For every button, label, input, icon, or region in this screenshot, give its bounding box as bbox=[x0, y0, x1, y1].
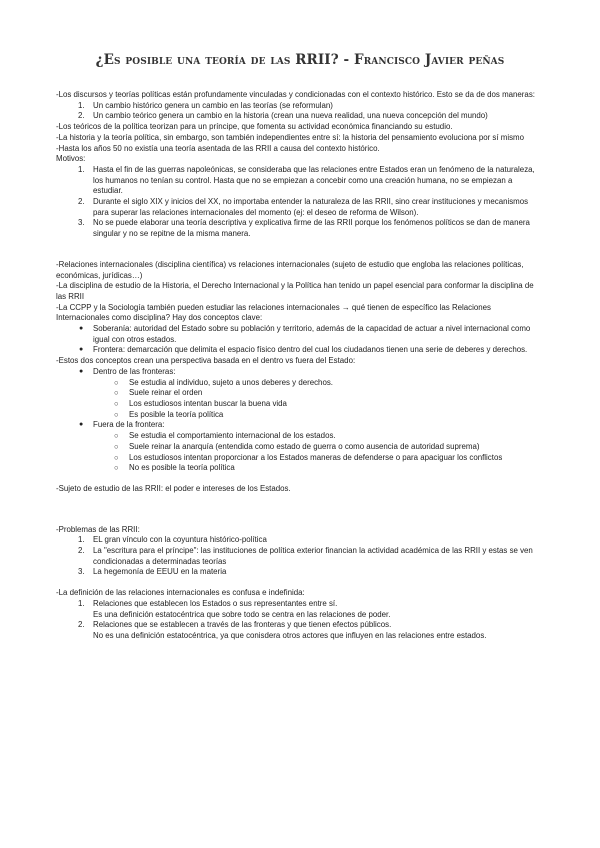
definicion-label: -La definición de las relaciones internacionales es confusa e indefinida: bbox=[56, 588, 305, 598]
list-item: ○ Suele reinar el orden bbox=[114, 388, 203, 398]
bullet-icon: ● bbox=[79, 325, 84, 333]
list-item: ○ No es posible la teoría política bbox=[114, 463, 235, 473]
paragraph-historia: -La historia y la teoría política, sin embargo, son también independientes entre sí: la historia del pensamiento evoluciona por sí mismo bbox=[56, 132, 524, 142]
list-item: 2. Durante el siglo XIX y inicios del XX, no importaba entender la naturaleza de las RRII, sino crear instituciones y mecanismos para superar las relaciones internacionales del momento (ej: el deseo de reforma de Wilson). bbox=[78, 197, 529, 217]
list-item: 2. La "escritura para el príncipe": las instituciones de política exterior financian la actividad académica de las RRII y estas se ven condicionadas a determinadas teorías bbox=[78, 546, 533, 566]
problemas-label: -Problemas de las RRII: bbox=[56, 524, 140, 534]
circle-bullet-icon: ○ bbox=[114, 388, 119, 398]
perspectiva-list bbox=[56, 367, 542, 474]
list-item: 2. Un cambio teórico genera un cambio en la historia (crean una nueva realidad, una nueva concepción del mundo) bbox=[78, 111, 488, 121]
paragraph-hasta: -Hasta los años 50 no existía una teoría asentada de las RRII a causa del contexto histórico. bbox=[56, 143, 380, 153]
paragraph-estos: -Estos dos conceptos crean una perspectiva basada en el dentro vs fuera del Estado: bbox=[56, 356, 356, 366]
circle-bullet-icon: ○ bbox=[114, 409, 119, 419]
paragraph-ccpp: -La CCPP y la Sociología también pueden estudiar las relaciones internacionales → qué tienen de específico las Relaciones Internacionales como disciplina? Hay dos conceptos clave: bbox=[56, 302, 491, 323]
bullet-icon: ● bbox=[79, 421, 84, 429]
list-item: 1. Relaciones que establecen los Estados o sus representantes entre sí. Es una definición estatocéntrica que sobre todo se centra en las relaciones de poder. bbox=[78, 598, 391, 619]
problemas-list bbox=[56, 535, 542, 578]
paragraph-relaciones: -Relaciones internacionales (disciplina científica) vs relaciones internacionales (sujeto de estudio que engloba las relaciones políticas, económicas, jurídicas…) bbox=[56, 259, 524, 280]
bullet-icon: ● bbox=[79, 367, 84, 375]
intro-paragraph: -Los discursos y teorías políticas están profundamente vinculadas y condicionadas con el contexto histórico. Esto se da de dos maneras: bbox=[56, 90, 535, 99]
list-item: ● Fuera de la frontera: bbox=[79, 420, 165, 430]
list-item: ○ Suele reinar la anarquía (entendida como estado de guerra o como ausencia de autoridad suprema) bbox=[114, 441, 480, 451]
paragraph-teoricos: -Los teóricos de la política teorizan para un príncipe, que fomenta su actividad económica financiando su estudio. bbox=[56, 122, 453, 132]
circle-bullet-icon: ○ bbox=[114, 441, 119, 451]
list-item: ● Soberanía: autoridad del Estado sobre su población y territorio, además de la capacidad de actuar a nivel internacional como igual con otros estados. bbox=[79, 324, 531, 344]
list-item: 2. Relaciones que se establecen a través de las fronteras y que tienen efectos públicos. No es una definición estatocéntrica, ya que conisdera otros actores que influyen en las relaciones entre estados. bbox=[78, 620, 487, 640]
conceptos-list bbox=[56, 324, 542, 356]
page-title: ¿Es posible una teoría de las RRII? - Francisco Javier peñas bbox=[95, 52, 505, 68]
list-item: 1. EL gran vínculo con la coyuntura histórico-política bbox=[78, 535, 267, 545]
list-item: ○ Los estudiosos intentan proporcionar a los Estados maneras de defenderse o para apaciguar los conflictos bbox=[114, 452, 503, 462]
list-item: ○ Los estudiosos intentan buscar la buena vida bbox=[114, 398, 287, 408]
circle-bullet-icon: ○ bbox=[114, 431, 119, 441]
list-item: ○ Se estudia el comportamiento internacional de los estados. bbox=[114, 431, 336, 441]
list-item: ○ Se estudia al individuo, sujeto a unos deberes y derechos. bbox=[114, 377, 333, 387]
motivos-label: Motivos: bbox=[56, 154, 86, 164]
list-item: ○ Es posible la teoría política bbox=[114, 409, 224, 419]
circle-bullet-icon: ○ bbox=[114, 463, 119, 473]
bullet-icon: ● bbox=[79, 346, 84, 354]
definicion-list bbox=[56, 599, 542, 642]
paragraph-sujeto: -Sujeto de estudio de las RRII: el poder e intereses de los Estados. bbox=[56, 483, 291, 493]
intro-list bbox=[56, 101, 542, 122]
circle-bullet-icon: ○ bbox=[114, 452, 119, 462]
list-item: 1. Un cambio histórico genera un cambio en las teorías (se reformulan) bbox=[78, 100, 333, 110]
paragraph-disciplina: -La disciplina de estudio de la Historia, el Derecho Internacional y la Política han tenido un papel esencial para conformar la disciplina de las RRII bbox=[56, 281, 534, 301]
circle-bullet-icon: ○ bbox=[114, 398, 119, 408]
circle-bullet-icon: ○ bbox=[114, 377, 119, 387]
list-item: 3. La hegemonía de EEUU en la materia bbox=[78, 567, 227, 577]
list-item: ● Frontera: demarcación que delimita el espacio físico dentro del cual los ciudadanos tienen una serie de deberes y derechos. bbox=[79, 345, 528, 355]
motivos-list bbox=[56, 165, 542, 240]
list-item: ● Dentro de las fronteras: bbox=[79, 366, 176, 376]
list-item: 1. Hasta el fin de las guerras napoleónicas, se consideraba que las relaciones entre Estados eran un fenómeno de la naturaleza, los humanos no tenían su control. Hasta que no se empiezan a concebir como una creación humana, no se empiezan a estudiar. bbox=[78, 164, 535, 196]
document-body bbox=[56, 90, 542, 642]
list-item: 3. No se puede elaborar una teoría descriptiva y explicativa firme de las RRII porque los fenómenos políticos se dan de manera singular y no se repitne de la misma manera. bbox=[78, 218, 530, 239]
